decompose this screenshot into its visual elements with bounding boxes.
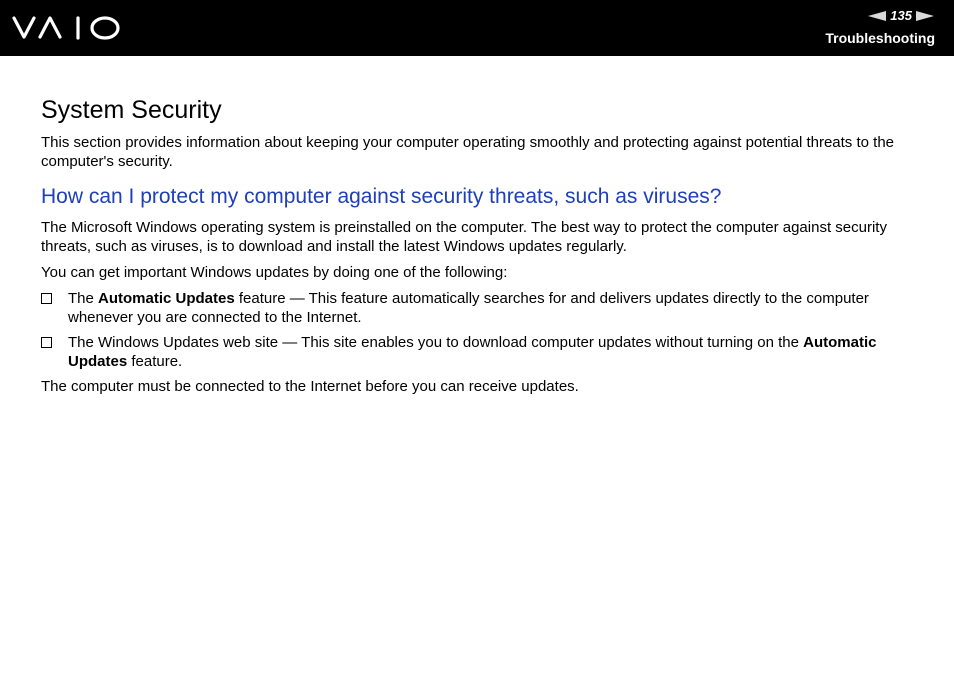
paragraph-updates: You can get important Windows updates by doing one of the following: [41, 264, 508, 281]
page-number: 135 [890, 8, 912, 23]
paragraph-os: The Microsoft Windows operating system is preinstalled on the computer. The best way to protect the computer against security threats, such as viruses, is to download and install the latest Windows updates regularly. [41, 219, 887, 255]
page-navigation [868, 8, 934, 23]
checkbox-bullet-icon [41, 293, 52, 304]
question-heading: How can I protect my computer against security threats, such as viruses? [41, 185, 722, 208]
closing-paragraph: The computer must be connected to the Internet before you can receive updates. [41, 378, 579, 395]
section-label: Troubleshooting [825, 30, 935, 46]
page-header [0, 0, 954, 56]
vaio-logo [12, 14, 122, 47]
list-item: The Windows Updates web site — This site enables you to download computer updates without turning on the Automatic Updates feature. [41, 333, 921, 371]
checkbox-bullet-icon [41, 337, 52, 348]
main-content [41, 94, 921, 403]
list-item: The Automatic Updates feature — This feature automatically searches for and delivers updates directly to the computer whenever you are connected to the Internet. [41, 289, 921, 327]
update-options-list [41, 289, 921, 371]
intro-paragraph: This section provides information about keeping your computer operating smoothly and protecting against potential threats to the computer's security. [41, 134, 895, 170]
next-page-arrow-icon[interactable] [916, 11, 934, 21]
page-title: System Security [41, 96, 222, 124]
previous-page-arrow-icon[interactable] [868, 11, 886, 21]
